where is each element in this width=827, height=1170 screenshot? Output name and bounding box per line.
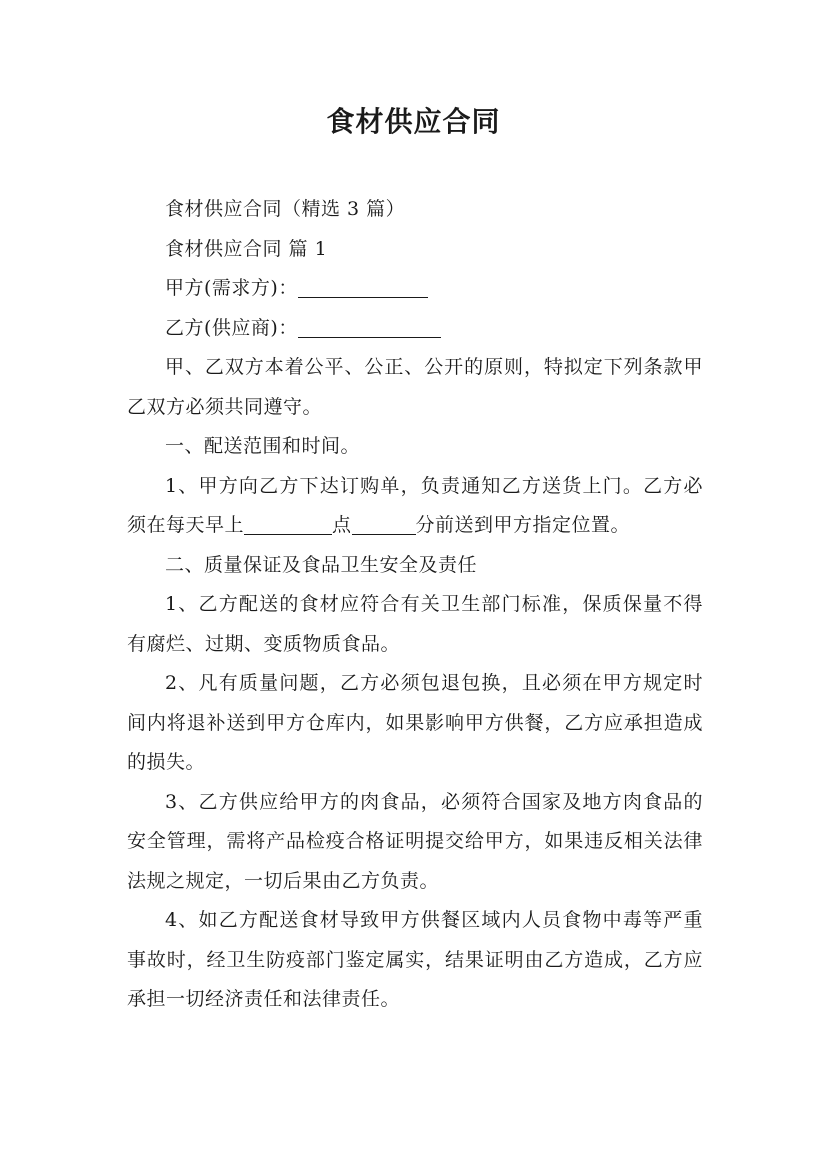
minute-blank [352,512,416,535]
section-heading: 食材供应合同 篇 1 [165,237,328,260]
document-body [127,190,703,1020]
clause-1: 1、乙方配送的食材应符合有关卫生部门标准，保质保量不得有腐烂、过期、变质物质食品。 [127,593,703,655]
heading-quality: 二、质量保证及食品卫生安全及责任 [165,553,478,576]
delivery-text-2: 点 [332,514,352,536]
clause-2: 2、凡有质量问题，乙方必须包退包换，且必须在甲方规定时间内将退补送到甲方仓库内，如果影响甲方供餐，乙方应承担造成的损失。 [127,672,703,773]
party-a-blank [298,275,428,298]
intro-paragraph: 甲、乙双方本着公平、公正、公开的原则，特拟定下列条款甲乙双方必须共同遵守。 [127,356,703,418]
party-b-label: 乙方(供应商)： [165,316,298,339]
document-title: 食材供应合同 [326,105,501,138]
delivery-text-1: 1、甲方向乙方下达订购单，负责通知乙方送货上门。乙方必须在每天早上 [127,474,703,536]
party-b-blank [298,315,441,338]
delivery-text-3: 分前送到甲方指定位置。 [415,514,631,536]
clause-4: 4、如乙方配送食材导致甲方供餐区域内人员食物中毒等严重事故时，经卫生防疫部门鉴定属实，结果证明由乙方造成，乙方应承担一切经济责任和法律责任。 [127,909,703,1010]
hour-blank [244,512,332,535]
heading-delivery: 一、配送范围和时间。 [165,435,361,457]
clause-3: 3、乙方供应给甲方的肉食品，必须符合国家及地方肉食品的安全管理，需将产品检疫合格证明提交给甲方，如果违反相关法律法规之规定，一切后果由乙方负责。 [127,790,703,892]
party-a-line [127,269,703,309]
delivery-paragraph [127,467,703,546]
party-b-line [127,309,703,349]
party-a-label: 甲方(需求方)： [165,277,298,299]
subtitle: 食材供应合同（精选 3 篇） [165,198,406,220]
